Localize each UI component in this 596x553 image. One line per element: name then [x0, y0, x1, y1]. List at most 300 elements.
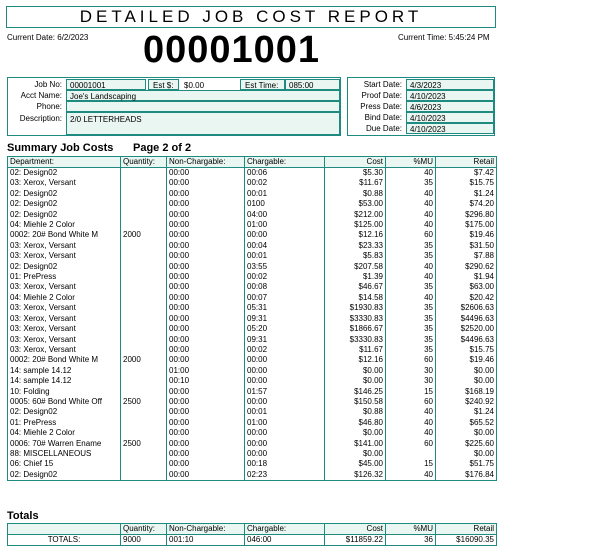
cell-non-chargable: 00:00: [167, 230, 245, 240]
cell-cost: $14.58: [325, 293, 386, 303]
cell-chargable: 00:00: [245, 428, 325, 438]
cell-cost: $212.00: [325, 210, 386, 220]
summary-heading: Summary Job Costs: [7, 142, 114, 154]
cell-quantity: [121, 251, 167, 261]
table-row: [8, 449, 497, 459]
cell-retail: $0.00: [436, 428, 497, 438]
cell-quantity: [121, 345, 167, 355]
cell-chargable: 00:00: [245, 366, 325, 376]
cell-cost: $11.67: [325, 178, 386, 188]
table-row: [8, 272, 497, 282]
cell-cost: $126.32: [325, 470, 386, 481]
cell-chargable: 00:00: [245, 355, 325, 365]
press-date-field: [406, 101, 494, 112]
cell-department: 03: Xerox, Versant: [8, 324, 121, 334]
cell-department: 02: Design02: [8, 407, 121, 417]
cell-non-chargable: 00:00: [167, 241, 245, 251]
job-no-label: Job No:: [34, 80, 62, 89]
cell-department: 0006: 70# Warren Ename: [8, 439, 121, 449]
table-row: [8, 428, 497, 438]
cell-cost: $46.80: [325, 418, 386, 428]
cell-quantity: [121, 428, 167, 438]
cell-department: 03: Xerox, Versant: [8, 178, 121, 188]
cell-quantity: [121, 470, 167, 481]
cell-cost: $0.88: [325, 407, 386, 417]
cell-markup: 15: [386, 387, 436, 397]
cell-non-chargable: 00:00: [167, 324, 245, 334]
cell-retail: $15.75: [436, 178, 497, 188]
cell-department: 0002: 20# Bond White M: [8, 230, 121, 240]
bind-date-field: [406, 112, 494, 123]
cell-retail: $7.88: [436, 251, 497, 261]
cell-chargable: 00:00: [245, 376, 325, 386]
cell-markup: 15: [386, 459, 436, 469]
cell-retail: $19.46: [436, 230, 497, 240]
table-row: [8, 178, 497, 188]
description-label: Description:: [19, 114, 62, 123]
cell-department: 04: Miehle 2 Color: [8, 428, 121, 438]
col-cost: Cost: [325, 157, 386, 168]
cell-markup: 40: [386, 210, 436, 220]
cell-cost: $5.83: [325, 251, 386, 261]
table-row: [8, 262, 497, 272]
cell-markup: 35: [386, 324, 436, 334]
cell-department: 06: Chief 15: [8, 459, 121, 469]
totals-heading: Totals: [7, 510, 39, 522]
cell-cost: $1930.83: [325, 303, 386, 313]
bind-date-value: 4/10/2023: [410, 114, 446, 123]
cell-quantity: [121, 189, 167, 199]
cell-markup: 35: [386, 241, 436, 251]
table-row: [8, 293, 497, 303]
cell-department: 02: Design02: [8, 262, 121, 272]
cell-retail: $51.75: [436, 459, 497, 469]
due-date-label: Due Date:: [365, 124, 402, 133]
table-row: [8, 199, 497, 209]
table-row: [8, 366, 497, 376]
cell-quantity: [121, 366, 167, 376]
totals-col-retail: Retail: [436, 524, 497, 535]
cell-cost: $0.00: [325, 376, 386, 386]
cell-retail: $0.00: [436, 449, 497, 459]
cell-markup: 35: [386, 335, 436, 345]
cell-non-chargable: 00:00: [167, 439, 245, 449]
cell-department: 14: sample 14.12: [8, 376, 121, 386]
col-markup: %MU: [386, 157, 436, 168]
table-row: [8, 303, 497, 313]
cell-retail: $20.42: [436, 293, 497, 303]
cell-quantity: [121, 272, 167, 282]
cell-retail: $176.84: [436, 470, 497, 481]
cell-cost: $125.00: [325, 220, 386, 230]
job-no-value: 00001001: [70, 81, 106, 90]
acct-name-field: [66, 90, 340, 101]
cell-non-chargable: 00:00: [167, 345, 245, 355]
cell-markup: 35: [386, 251, 436, 261]
cell-non-chargable: 00:00: [167, 220, 245, 230]
cell-markup: 40: [386, 293, 436, 303]
est-dollars-value: $0.00: [184, 81, 205, 90]
cell-chargable: 01:57: [245, 387, 325, 397]
table-row: [8, 189, 497, 199]
cell-quantity: 2000: [121, 355, 167, 365]
cell-quantity: [121, 220, 167, 230]
totals-col-chargable: Chargable:: [245, 524, 325, 535]
cell-non-chargable: 00:00: [167, 282, 245, 292]
cell-department: 04: Miehle 2 Color: [8, 293, 121, 303]
cell-retail: $63.00: [436, 282, 497, 292]
cell-quantity: [121, 282, 167, 292]
cell-department: 01: PrePress: [8, 418, 121, 428]
acct-name-label: Acct Name:: [20, 91, 62, 100]
cell-non-chargable: 00:00: [167, 199, 245, 209]
cell-department: 02: Design02: [8, 199, 121, 209]
page-indicator: Page 2 of 2: [133, 142, 192, 154]
cell-chargable: 00:00: [245, 397, 325, 407]
table-row: [8, 220, 497, 230]
cell-chargable: 00:02: [245, 272, 325, 282]
cell-cost: $0.88: [325, 189, 386, 199]
cell-cost: $0.00: [325, 428, 386, 438]
cell-markup: 60: [386, 439, 436, 449]
est-time-value: 085:00: [289, 81, 314, 90]
cell-markup: 35: [386, 282, 436, 292]
cell-markup: 40: [386, 220, 436, 230]
proof-date-value: 4/10/2023: [410, 92, 446, 101]
cell-cost: $1866.67: [325, 324, 386, 334]
current-time: Current Time: 5:45:24 PM: [398, 33, 490, 42]
cell-markup: 60: [386, 230, 436, 240]
acct-name-value: Joe's Landscaping: [70, 92, 137, 101]
due-date-value: 4/10/2023: [410, 125, 446, 134]
cell-department: 03: Xerox, Versant: [8, 335, 121, 345]
cell-markup: 40: [386, 470, 436, 481]
cell-retail: $0.00: [436, 366, 497, 376]
cell-cost: $23.33: [325, 241, 386, 251]
cell-retail: $296.80: [436, 210, 497, 220]
cell-non-chargable: 00:00: [167, 459, 245, 469]
cell-markup: 40: [386, 189, 436, 199]
cell-chargable: 09:31: [245, 314, 325, 324]
start-date-label: Start Date:: [363, 80, 402, 89]
cell-chargable: 00:06: [245, 168, 325, 179]
cell-non-chargable: 00:00: [167, 293, 245, 303]
summary-body: [8, 168, 497, 481]
cell-quantity: [121, 210, 167, 220]
table-row: [8, 345, 497, 355]
cell-non-chargable: 00:00: [167, 397, 245, 407]
cell-quantity: [121, 376, 167, 386]
cell-non-chargable: 00:00: [167, 303, 245, 313]
cell-quantity: [121, 449, 167, 459]
totals-col-markup: %MU: [386, 524, 436, 535]
start-date-value: 4/3/2023: [410, 81, 442, 90]
cell-markup: 60: [386, 397, 436, 407]
cell-cost: $1.39: [325, 272, 386, 282]
cell-department: 02: Design02: [8, 189, 121, 199]
table-row: [8, 324, 497, 334]
col-chargable: Chargable:: [245, 157, 325, 168]
table-row: [8, 387, 497, 397]
cell-markup: 35: [386, 314, 436, 324]
table-row: [8, 355, 497, 365]
cell-department: 03: Xerox, Versant: [8, 251, 121, 261]
cell-retail: $175.00: [436, 220, 497, 230]
cell-chargable: 02:23: [245, 470, 325, 481]
cell-markup: 40: [386, 199, 436, 209]
cell-quantity: [121, 199, 167, 209]
cell-department: 02: Design02: [8, 210, 121, 220]
table-row: [8, 439, 497, 449]
cell-quantity: [121, 387, 167, 397]
cell-non-chargable: 00:00: [167, 449, 245, 459]
est-time-label-box: [240, 79, 285, 90]
cell-chargable: 0100: [245, 199, 325, 209]
cell-cost: $141.00: [325, 439, 386, 449]
col-quantity: Quantity:: [121, 157, 167, 168]
cell-markup: 40: [386, 272, 436, 282]
cell-retail: $2606.63: [436, 303, 497, 313]
summary-table: [7, 156, 497, 481]
cell-cost: $146.25: [325, 387, 386, 397]
cell-retail: $65.52: [436, 418, 497, 428]
cell-chargable: 09:31: [245, 335, 325, 345]
cell-chargable: 00:00: [245, 449, 325, 459]
cell-chargable: 00:00: [245, 230, 325, 240]
cell-non-chargable: 00:00: [167, 251, 245, 261]
col-non-chargable: Non-Chargable:: [167, 157, 245, 168]
table-row: [8, 459, 497, 469]
totals-non-chargable: 001:10: [167, 535, 245, 546]
cell-non-chargable: 00:00: [167, 178, 245, 188]
cell-retail: $1.24: [436, 407, 497, 417]
proof-date-field: [406, 90, 494, 101]
cell-non-chargable: 00:00: [167, 262, 245, 272]
cell-markup: 30: [386, 376, 436, 386]
cell-chargable: 00:01: [245, 189, 325, 199]
cell-chargable: 00:00: [245, 439, 325, 449]
cell-chargable: 04:00: [245, 210, 325, 220]
table-row: [8, 314, 497, 324]
cell-chargable: 05:31: [245, 303, 325, 313]
cell-department: 03: Xerox, Versant: [8, 282, 121, 292]
table-row: [8, 470, 497, 481]
table-row: [8, 335, 497, 345]
cell-non-chargable: 00:00: [167, 335, 245, 345]
cell-department: 02: Design02: [8, 470, 121, 481]
cell-department: 03: Xerox, Versant: [8, 303, 121, 313]
cell-cost: $11.67: [325, 345, 386, 355]
cell-quantity: 2500: [121, 397, 167, 407]
cell-retail: $225.60: [436, 439, 497, 449]
cell-non-chargable: 00:00: [167, 210, 245, 220]
cell-cost: $5.30: [325, 168, 386, 179]
job-no-field: [66, 79, 146, 90]
cell-non-chargable: 01:00: [167, 366, 245, 376]
cell-retail: $290.62: [436, 262, 497, 272]
totals-col-non-chargable: Non-Chargable:: [167, 524, 245, 535]
cell-quantity: [121, 335, 167, 345]
cell-retail: $1.94: [436, 272, 497, 282]
cell-department: 04: Miehle 2 Color: [8, 220, 121, 230]
cell-cost: $150.58: [325, 397, 386, 407]
cell-cost: $0.00: [325, 366, 386, 376]
totals-col-quantity: Quantity:: [121, 524, 167, 535]
totals-row: [8, 535, 497, 546]
col-department: Department:: [8, 157, 121, 168]
totals-quantity: 9000: [121, 535, 167, 546]
job-number-big: 00001001: [143, 29, 321, 71]
proof-date-label: Proof Date:: [361, 91, 402, 100]
current-date: Current Date: 6/2/2023: [7, 33, 89, 42]
table-row: [8, 230, 497, 240]
cell-retail: $15.75: [436, 345, 497, 355]
cell-quantity: [121, 459, 167, 469]
cell-chargable: 05:20: [245, 324, 325, 334]
cell-chargable: 00:18: [245, 459, 325, 469]
cell-markup: 40: [386, 418, 436, 428]
cell-cost: $3330.83: [325, 335, 386, 345]
cell-cost: $45.00: [325, 459, 386, 469]
table-row: [8, 282, 497, 292]
cell-quantity: [121, 178, 167, 188]
cell-markup: 35: [386, 178, 436, 188]
cell-quantity: [121, 241, 167, 251]
cell-quantity: [121, 293, 167, 303]
cell-cost: $53.00: [325, 199, 386, 209]
est-time-field: [285, 79, 340, 90]
cell-retail: $240.92: [436, 397, 497, 407]
cell-retail: $7.42: [436, 168, 497, 179]
description-value: 2/0 LETTERHEADS: [70, 115, 142, 124]
cell-department: 03: Xerox, Versant: [8, 241, 121, 251]
cell-retail: $1.24: [436, 189, 497, 199]
cell-department: 14: sample 14.12: [8, 366, 121, 376]
cell-markup: 60: [386, 355, 436, 365]
totals-col-cost: Cost: [325, 524, 386, 535]
totals-label: TOTALS:: [8, 535, 121, 546]
table-row: [8, 376, 497, 386]
cell-non-chargable: 00:00: [167, 314, 245, 324]
cell-retail: $74.20: [436, 199, 497, 209]
summary-header-row: [8, 157, 497, 168]
cell-cost: $207.58: [325, 262, 386, 272]
cell-department: 10: Folding: [8, 387, 121, 397]
cell-quantity: [121, 324, 167, 334]
cell-retail: $19.46: [436, 355, 497, 365]
table-row: [8, 407, 497, 417]
totals-retail: $16090.35: [436, 535, 497, 546]
table-row: [8, 418, 497, 428]
cell-cost: $46.67: [325, 282, 386, 292]
table-row: [8, 168, 497, 179]
due-date-field: [406, 123, 494, 134]
totals-header-row: [8, 524, 497, 535]
est-dollars-label-box: [148, 79, 179, 90]
cell-department: 03: Xerox, Versant: [8, 314, 121, 324]
cell-retail: $31.50: [436, 241, 497, 251]
cell-markup: 40: [386, 262, 436, 272]
totals-markup: 36: [386, 535, 436, 546]
dates-panel: [347, 77, 495, 136]
cell-non-chargable: 00:00: [167, 428, 245, 438]
cell-non-chargable: 00:00: [167, 387, 245, 397]
phone-label: Phone:: [36, 102, 62, 111]
cell-department: 0005: 60# Bond White Off: [8, 397, 121, 407]
cell-cost: $3330.83: [325, 314, 386, 324]
totals-col-blank: [8, 524, 121, 535]
cell-quantity: [121, 407, 167, 417]
cell-department: 03: Xerox, Versant: [8, 345, 121, 355]
cell-quantity: [121, 314, 167, 324]
cell-non-chargable: 00:00: [167, 272, 245, 282]
cell-quantity: [121, 418, 167, 428]
cell-chargable: 00:08: [245, 282, 325, 292]
cell-department: 02: Design02: [8, 168, 121, 179]
cell-department: 88: MISCELLANEOUS: [8, 449, 121, 459]
cell-chargable: 00:07: [245, 293, 325, 303]
table-row: [8, 241, 497, 251]
cell-retail: $4496.63: [436, 314, 497, 324]
cell-quantity: [121, 262, 167, 272]
cell-markup: 30: [386, 366, 436, 376]
cell-chargable: 00:02: [245, 345, 325, 355]
cell-markup: 35: [386, 345, 436, 355]
cell-quantity: 2000: [121, 230, 167, 240]
cell-chargable: 00:01: [245, 407, 325, 417]
cell-quantity: [121, 168, 167, 179]
totals-cost: $11859.22: [325, 535, 386, 546]
est-time-label: Est Time:: [245, 81, 279, 90]
cell-markup: 40: [386, 407, 436, 417]
cell-quantity: 2500: [121, 439, 167, 449]
cell-cost: $0.00: [325, 449, 386, 459]
cell-retail: $2520.00: [436, 324, 497, 334]
cell-markup: 40: [386, 428, 436, 438]
cell-markup: 40: [386, 168, 436, 179]
description-field: [66, 112, 340, 135]
cell-retail: $0.00: [436, 376, 497, 386]
start-date-field: [406, 79, 494, 90]
cell-department: 0002: 20# Bond White M: [8, 355, 121, 365]
est-dollars-label: Est $:: [153, 81, 174, 90]
cell-non-chargable: 00:00: [167, 470, 245, 481]
col-retail: Retail: [436, 157, 497, 168]
phone-field: [66, 101, 340, 112]
cell-non-chargable: 00:10: [167, 376, 245, 386]
cell-chargable: 00:04: [245, 241, 325, 251]
cell-retail: $168.19: [436, 387, 497, 397]
cell-non-chargable: 00:00: [167, 168, 245, 179]
totals-chargable: 046:00: [245, 535, 325, 546]
cell-cost: $12.16: [325, 355, 386, 365]
job-info-panel: [7, 77, 341, 136]
cell-non-chargable: 00:00: [167, 355, 245, 365]
cell-markup: [386, 449, 436, 459]
report-title: DETAILED JOB COST REPORT: [6, 6, 496, 28]
cell-chargable: 03:55: [245, 262, 325, 272]
cell-non-chargable: 00:00: [167, 189, 245, 199]
table-row: [8, 397, 497, 407]
cell-chargable: 00:02: [245, 178, 325, 188]
cell-chargable: 00:01: [245, 251, 325, 261]
totals-table: [7, 523, 497, 546]
bind-date-label: Bind Date:: [364, 113, 402, 122]
cell-non-chargable: 00:00: [167, 407, 245, 417]
cell-non-chargable: 00:00: [167, 418, 245, 428]
table-row: [8, 210, 497, 220]
press-date-label: Press Date:: [360, 102, 402, 111]
